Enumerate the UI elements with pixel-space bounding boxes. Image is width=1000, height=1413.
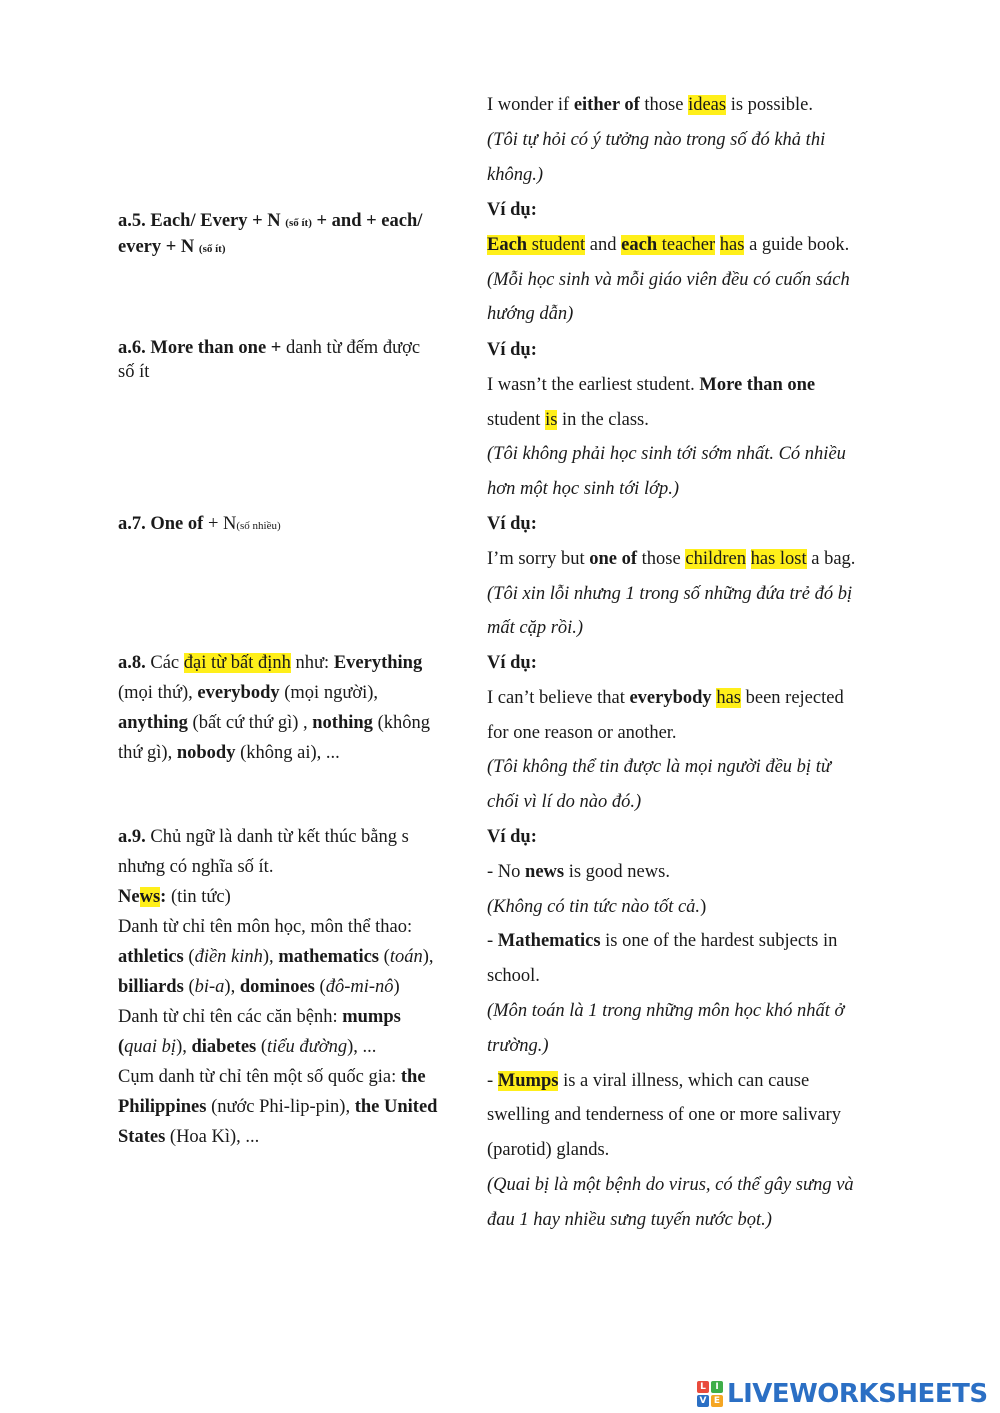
example-a9: Ví dụ: - No news is good news. (Không có tin tức nào tốt cả.) - Mathematics is one of the hardest subjects in school. (Môn toán là 1 trong những môn học khó nhất ở trường.) - Mumps is a viral illness, which can cause swelling and tenderness of one or more salivary (parotid) glands. (Quai bị là một bệnh do virus, có thể gây sưng và đau 1 hay nhiều sưng tuyến nước bọt.): [487, 820, 897, 1238]
translation: (Không có tin tức nào tốt cả.): [487, 896, 707, 917]
example-a7: [487, 507, 897, 646]
liveworksheets-logo-icon: L I V E: [697, 1381, 723, 1407]
rule-a5: a.5. Each/ Every + N (số ít) + and + each/ every + N (số ít): [118, 211, 423, 257]
example-a5: [487, 193, 897, 332]
example-a6: Ví dụ: I wasn’t the earliest student. More than one student is in the class. (Tôi không phải học sinh tới sớm nhất. Có nhiều hơn một học sinh tới lớp.): [487, 333, 897, 507]
translation: (Tôi không thể tin được là mọi người đều bị từ: [487, 757, 831, 778]
logo-text: LIVEWORKSHEETS: [727, 1379, 988, 1409]
translation: không.): [487, 164, 543, 185]
translation: (Quai bị là một bệnh do virus, có thể gây sưng và: [487, 1174, 854, 1195]
translation: chối vì lí do nào đó.): [487, 792, 642, 813]
highlighted-word: ideas: [688, 95, 727, 115]
example-sentence: - Mathematics is one of the hardest subjects in: [487, 931, 838, 952]
rule-a8: a.8. Các đại từ bất định như: Everything (mọi thứ), everybody (mọi người), anything (bất cứ thứ gì) , nothing (không thứ gì), nobody (không ai), ...: [118, 653, 430, 763]
example-heading: Ví dụ:: [487, 514, 537, 534]
translation: hướng dẫn): [487, 304, 574, 325]
rule-a7: a.7. One of + N(số nhiều): [118, 514, 281, 534]
example-heading: Ví dụ:: [487, 200, 537, 220]
translation: (Mỗi học sinh và mỗi giáo viên đều có cuốn sách: [487, 269, 850, 290]
example-sentence: Each student and each teacher has a guide book.: [487, 234, 850, 255]
translation: (Tôi xin lỗi nhưng 1 trong số những đứa trẻ đó bị: [487, 583, 853, 604]
example-a4: [487, 88, 897, 192]
rule-a6: a.6. More than one + danh từ đếm được số ít: [118, 338, 421, 382]
translation: mất cặp rồi.): [487, 618, 584, 639]
translation: (Tôi không phải học sinh tới sớm nhất. Có nhiều: [487, 444, 846, 465]
example-sentence: I wasn’t the earliest student. More than one: [487, 374, 816, 395]
example-sentence: I can’t believe that everybody has been rejected: [487, 687, 844, 708]
translation: (Tôi tự hỏi có ý tưởng nào trong số đó khả thi: [487, 129, 826, 150]
example-heading: Ví dụ:: [487, 827, 537, 847]
translation: hơn một học sinh tới lớp.): [487, 479, 680, 500]
translation: (Môn toán là 1 trong những môn học khó nhất ở: [487, 1000, 845, 1021]
rule-a9: a.9. Chủ ngữ là danh từ kết thúc bằng s nhưng có nghĩa số ít. News: (tin tức) Danh từ chỉ tên môn học, môn thể thao: athletics (điền kinh), mathematics (toán), billiards (bi-a), dominoes (đô-mi-nô) Danh từ chỉ tên các căn bệnh: mumps (quai bị), diabetes (tiểu đường), ... Cụm danh từ chỉ tên một số quốc gia: the Philippines (nước Phi-lip-pin), the United States (Hoa Kì), ...: [118, 827, 438, 1147]
translation: đau 1 hay nhiều sưng tuyến nước bọt.): [487, 1209, 772, 1230]
example-a8: Ví dụ: I can’t believe that everybody has been rejected for one reason or another. (Tôi không thể tin được là mọi người đều bị từ chối vì lí do nào đó.): [487, 646, 897, 820]
example-sentence: - Mumps is a viral illness, which can cause: [487, 1070, 810, 1091]
example-heading: Ví dụ:: [487, 653, 537, 673]
example-sentence: I’m sorry but one of those children has lost a bag.: [487, 548, 856, 569]
example-sentence: I wonder if either of those ideas is possible.: [487, 95, 813, 115]
example-sentence: - No news is good news.: [487, 861, 670, 882]
liveworksheets-logo: [697, 1378, 988, 1410]
example-heading: Ví dụ:: [487, 340, 537, 360]
translation: trường.): [487, 1035, 549, 1056]
